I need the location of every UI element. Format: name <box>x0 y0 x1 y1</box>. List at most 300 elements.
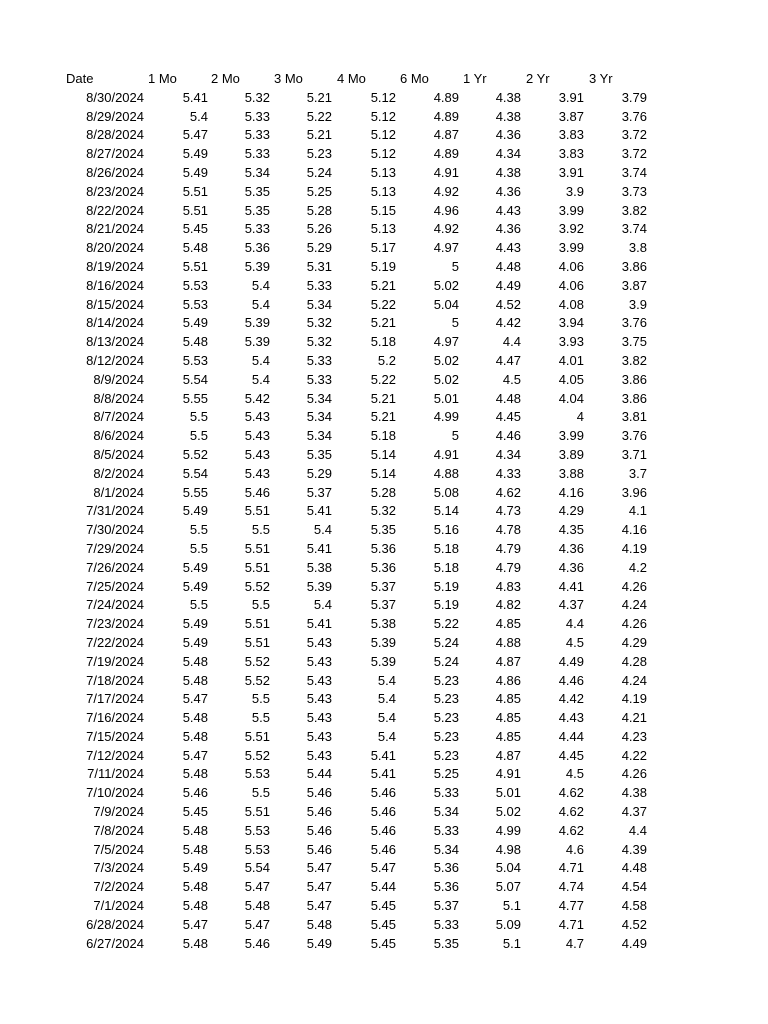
rate-cell-4mo[interactable]: 5.36 <box>370 559 396 575</box>
rate-cell-6mo[interactable]: 4.97 <box>433 334 459 350</box>
rate-cell-4mo[interactable]: 5.36 <box>370 540 396 556</box>
rate-cell-1mo[interactable]: 5.51 <box>182 202 208 218</box>
date-cell[interactable]: 8/7/2024 <box>93 409 144 425</box>
date-cell[interactable]: 8/28/2024 <box>86 127 144 143</box>
rate-cell-3yr[interactable]: 4.58 <box>621 898 647 914</box>
rate-cell-3yr[interactable]: 3.76 <box>621 315 647 331</box>
rate-cell-3mo[interactable]: 5.23 <box>306 146 332 162</box>
rate-cell-6mo[interactable]: 5.18 <box>433 540 459 556</box>
rate-cell-3yr[interactable]: 4.26 <box>621 578 647 594</box>
date-cell[interactable]: 8/22/2024 <box>86 202 144 218</box>
rate-cell-3mo[interactable]: 5.41 <box>306 616 332 632</box>
rate-cell-3mo[interactable]: 5.22 <box>306 108 332 124</box>
rate-cell-6mo[interactable]: 4.88 <box>433 465 459 481</box>
rate-cell-1mo[interactable]: 5.48 <box>182 672 208 688</box>
rate-cell-3yr[interactable]: 4.19 <box>621 691 647 707</box>
rate-cell-2yr[interactable]: 4.36 <box>558 559 584 575</box>
date-cell[interactable]: 8/21/2024 <box>86 221 144 237</box>
rate-cell-2yr[interactable]: 4.7 <box>565 935 584 951</box>
rate-cell-2yr[interactable]: 4.36 <box>558 540 584 556</box>
rate-cell-3yr[interactable]: 4.52 <box>621 916 647 932</box>
rate-cell-2mo[interactable]: 5.51 <box>244 804 270 820</box>
rate-cell-1yr[interactable]: 4.48 <box>495 258 521 274</box>
rate-cell-2yr[interactable]: 4.74 <box>558 879 584 895</box>
rate-cell-1yr[interactable]: 4.99 <box>495 822 521 838</box>
rate-cell-3mo[interactable]: 5.29 <box>306 240 332 256</box>
rate-cell-6mo[interactable]: 4.99 <box>433 409 459 425</box>
rate-cell-1yr[interactable]: 4.73 <box>495 503 521 519</box>
rate-cell-6mo[interactable]: 5.33 <box>433 822 459 838</box>
rate-cell-6mo[interactable]: 4.92 <box>433 221 459 237</box>
rate-cell-2mo[interactable]: 5.51 <box>244 728 270 744</box>
rate-cell-1mo[interactable]: 5.45 <box>182 221 208 237</box>
rate-cell-3mo[interactable]: 5.33 <box>306 277 332 293</box>
rate-cell-3yr[interactable]: 3.86 <box>621 371 647 387</box>
rate-cell-1yr[interactable]: 4.48 <box>495 390 521 406</box>
rate-cell-2mo[interactable]: 5.4 <box>251 352 270 368</box>
rate-cell-1mo[interactable]: 5.5 <box>189 540 208 556</box>
rate-cell-1mo[interactable]: 5.41 <box>182 89 208 105</box>
date-cell[interactable]: 7/18/2024 <box>86 672 144 688</box>
rate-cell-1mo[interactable]: 5.49 <box>182 860 208 876</box>
rate-cell-3mo[interactable]: 5.41 <box>306 503 332 519</box>
rate-cell-2mo[interactable]: 5.47 <box>244 916 270 932</box>
rate-cell-3yr[interactable]: 3.74 <box>621 221 647 237</box>
rate-cell-2yr[interactable]: 3.89 <box>558 446 584 462</box>
column-header-4mo[interactable]: 4 Mo <box>337 71 366 86</box>
date-cell[interactable]: 8/30/2024 <box>86 89 144 105</box>
rate-cell-2mo[interactable]: 5.52 <box>244 672 270 688</box>
date-cell[interactable]: 7/26/2024 <box>86 559 144 575</box>
rate-cell-4mo[interactable]: 5.14 <box>370 446 396 462</box>
rate-cell-4mo[interactable]: 5.45 <box>370 898 396 914</box>
column-header-3mo[interactable]: 3 Mo <box>274 71 303 86</box>
rate-cell-3mo[interactable]: 5.28 <box>306 202 332 218</box>
rate-cell-1yr[interactable]: 4.79 <box>495 540 521 556</box>
rate-cell-6mo[interactable]: 4.89 <box>433 146 459 162</box>
rate-cell-3mo[interactable]: 5.34 <box>306 390 332 406</box>
rate-cell-3yr[interactable]: 4.23 <box>621 728 647 744</box>
rate-cell-2yr[interactable]: 4.71 <box>558 916 584 932</box>
date-cell[interactable]: 8/2/2024 <box>93 465 144 481</box>
rate-cell-3mo[interactable]: 5.49 <box>306 935 332 951</box>
rate-cell-3mo[interactable]: 5.32 <box>306 315 332 331</box>
date-cell[interactable]: 7/9/2024 <box>93 804 144 820</box>
rate-cell-1mo[interactable]: 5.48 <box>182 653 208 669</box>
rate-cell-1mo[interactable]: 5.49 <box>182 559 208 575</box>
rate-cell-3yr[interactable]: 3.7 <box>628 465 647 481</box>
rate-cell-6mo[interactable]: 5.02 <box>433 277 459 293</box>
rate-cell-3yr[interactable]: 4.49 <box>621 935 647 951</box>
rate-cell-3mo[interactable]: 5.44 <box>306 766 332 782</box>
rate-cell-2yr[interactable]: 3.9 <box>565 183 584 199</box>
rate-cell-6mo[interactable]: 5.23 <box>433 672 459 688</box>
column-header-date[interactable]: Date <box>66 71 94 86</box>
rate-cell-2yr[interactable]: 4.44 <box>558 728 584 744</box>
rate-cell-3mo[interactable]: 5.34 <box>306 409 332 425</box>
rate-cell-2yr[interactable]: 4.5 <box>565 634 584 650</box>
rate-cell-6mo[interactable]: 5.33 <box>433 916 459 932</box>
rate-cell-2mo[interactable]: 5.39 <box>244 334 270 350</box>
rate-cell-2yr[interactable]: 3.83 <box>558 127 584 143</box>
rate-cell-3yr[interactable]: 4.19 <box>621 540 647 556</box>
rate-cell-3yr[interactable]: 4.39 <box>621 841 647 857</box>
rate-cell-1mo[interactable]: 5.51 <box>182 258 208 274</box>
rate-cell-1yr[interactable]: 5.02 <box>495 804 521 820</box>
rate-cell-2mo[interactable]: 5.47 <box>244 879 270 895</box>
rate-cell-1yr[interactable]: 4.46 <box>495 428 521 444</box>
date-cell[interactable]: 7/3/2024 <box>93 860 144 876</box>
rate-cell-1mo[interactable]: 5.48 <box>182 728 208 744</box>
rate-cell-6mo[interactable]: 5.14 <box>433 503 459 519</box>
rate-cell-2yr[interactable]: 3.91 <box>558 89 584 105</box>
rate-cell-3mo[interactable]: 5.43 <box>306 747 332 763</box>
rate-cell-3mo[interactable]: 5.46 <box>306 785 332 801</box>
date-cell[interactable]: 8/6/2024 <box>93 428 144 444</box>
rate-cell-3yr[interactable]: 4.54 <box>621 879 647 895</box>
rate-cell-2mo[interactable]: 5.51 <box>244 503 270 519</box>
date-cell[interactable]: 8/9/2024 <box>93 371 144 387</box>
rate-cell-1yr[interactable]: 5.01 <box>495 785 521 801</box>
rate-cell-4mo[interactable]: 5.17 <box>370 240 396 256</box>
rate-cell-2yr[interactable]: 4.49 <box>558 653 584 669</box>
rate-cell-3yr[interactable]: 4.28 <box>621 653 647 669</box>
rate-cell-3mo[interactable]: 5.43 <box>306 691 332 707</box>
rate-cell-3yr[interactable]: 3.73 <box>621 183 647 199</box>
rate-cell-2mo[interactable]: 5.52 <box>244 653 270 669</box>
rate-cell-1mo[interactable]: 5.53 <box>182 277 208 293</box>
rate-cell-2yr[interactable]: 3.83 <box>558 146 584 162</box>
rate-cell-1yr[interactable]: 4.86 <box>495 672 521 688</box>
rate-cell-1mo[interactable]: 5.47 <box>182 691 208 707</box>
rate-cell-1mo[interactable]: 5.49 <box>182 503 208 519</box>
rate-cell-4mo[interactable]: 5.38 <box>370 616 396 632</box>
rate-cell-2yr[interactable]: 4.43 <box>558 710 584 726</box>
rate-cell-2mo[interactable]: 5.53 <box>244 766 270 782</box>
rate-cell-3yr[interactable]: 3.82 <box>621 202 647 218</box>
rate-cell-2yr[interactable]: 3.99 <box>558 428 584 444</box>
date-cell[interactable]: 7/1/2024 <box>93 898 144 914</box>
rate-cell-2yr[interactable]: 4.4 <box>565 616 584 632</box>
column-header-1mo[interactable]: 1 Mo <box>148 71 177 86</box>
date-cell[interactable]: 8/14/2024 <box>86 315 144 331</box>
rate-cell-1mo[interactable]: 5.5 <box>189 428 208 444</box>
rate-cell-6mo[interactable]: 5.19 <box>433 597 459 613</box>
rate-cell-3mo[interactable]: 5.31 <box>306 258 332 274</box>
rate-cell-4mo[interactable]: 5.21 <box>370 390 396 406</box>
date-cell[interactable]: 8/27/2024 <box>86 146 144 162</box>
rate-cell-2yr[interactable]: 4.37 <box>558 597 584 613</box>
rate-cell-2mo[interactable]: 5.52 <box>244 578 270 594</box>
date-cell[interactable]: 8/8/2024 <box>93 390 144 406</box>
rate-cell-1mo[interactable]: 5.5 <box>189 597 208 613</box>
rate-cell-1yr[interactable]: 4.82 <box>495 597 521 613</box>
rate-cell-1yr[interactable]: 4.85 <box>495 616 521 632</box>
rate-cell-2mo[interactable]: 5.5 <box>251 691 270 707</box>
rate-cell-1mo[interactable]: 5.49 <box>182 634 208 650</box>
rate-cell-3yr[interactable]: 4.16 <box>621 522 647 538</box>
rate-cell-2yr[interactable]: 4.42 <box>558 691 584 707</box>
rate-cell-4mo[interactable]: 5.32 <box>370 503 396 519</box>
rate-cell-1mo[interactable]: 5.55 <box>182 484 208 500</box>
date-cell[interactable]: 8/16/2024 <box>86 277 144 293</box>
column-header-3yr[interactable]: 3 Yr <box>589 71 613 86</box>
rate-cell-4mo[interactable]: 5.44 <box>370 879 396 895</box>
rate-cell-3mo[interactable]: 5.4 <box>313 522 332 538</box>
rate-cell-3yr[interactable]: 3.79 <box>621 89 647 105</box>
column-header-6mo[interactable]: 6 Mo <box>400 71 429 86</box>
rate-cell-2mo[interactable]: 5.43 <box>244 409 270 425</box>
rate-cell-3yr[interactable]: 3.82 <box>621 352 647 368</box>
rate-cell-4mo[interactable]: 5.41 <box>370 747 396 763</box>
rate-cell-1mo[interactable]: 5.45 <box>182 804 208 820</box>
rate-cell-1mo[interactable]: 5.5 <box>189 409 208 425</box>
rate-cell-2mo[interactable]: 5.51 <box>244 559 270 575</box>
rate-cell-1yr[interactable]: 5.1 <box>502 898 521 914</box>
rate-cell-6mo[interactable]: 5.34 <box>433 841 459 857</box>
rate-cell-1mo[interactable]: 5.48 <box>182 822 208 838</box>
rate-cell-6mo[interactable]: 5.22 <box>433 616 459 632</box>
rate-cell-6mo[interactable]: 4.89 <box>433 108 459 124</box>
rate-cell-2yr[interactable]: 4.05 <box>558 371 584 387</box>
rate-cell-4mo[interactable]: 5.12 <box>370 127 396 143</box>
rate-cell-1yr[interactable]: 5.09 <box>495 916 521 932</box>
date-cell[interactable]: 7/5/2024 <box>93 841 144 857</box>
column-header-2mo[interactable]: 2 Mo <box>211 71 240 86</box>
rate-cell-2mo[interactable]: 5.53 <box>244 822 270 838</box>
rate-cell-6mo[interactable]: 5.19 <box>433 578 459 594</box>
date-cell[interactable]: 7/25/2024 <box>86 578 144 594</box>
rate-cell-3mo[interactable]: 5.4 <box>313 597 332 613</box>
rate-cell-1yr[interactable]: 4.4 <box>502 334 521 350</box>
rate-cell-3mo[interactable]: 5.34 <box>306 428 332 444</box>
rate-cell-2yr[interactable]: 4.41 <box>558 578 584 594</box>
date-cell[interactable]: 7/19/2024 <box>86 653 144 669</box>
rate-cell-3yr[interactable]: 4.38 <box>621 785 647 801</box>
rate-cell-2yr[interactable]: 4.71 <box>558 860 584 876</box>
rate-cell-4mo[interactable]: 5.39 <box>370 653 396 669</box>
rate-cell-6mo[interactable]: 5.35 <box>433 935 459 951</box>
date-cell[interactable]: 8/13/2024 <box>86 334 144 350</box>
rate-cell-1yr[interactable]: 4.38 <box>495 108 521 124</box>
rate-cell-2mo[interactable]: 5.43 <box>244 446 270 462</box>
rate-cell-6mo[interactable]: 5.36 <box>433 860 459 876</box>
rate-cell-2mo[interactable]: 5.35 <box>244 202 270 218</box>
date-cell[interactable]: 7/23/2024 <box>86 616 144 632</box>
rate-cell-6mo[interactable]: 5.02 <box>433 352 459 368</box>
rate-cell-1yr[interactable]: 4.38 <box>495 164 521 180</box>
rate-cell-1yr[interactable]: 5.1 <box>502 935 521 951</box>
rate-cell-4mo[interactable]: 5.18 <box>370 334 396 350</box>
rate-cell-6mo[interactable]: 5 <box>451 258 459 274</box>
rate-cell-1mo[interactable]: 5.49 <box>182 578 208 594</box>
rate-cell-3yr[interactable]: 4.1 <box>628 503 647 519</box>
date-cell[interactable]: 7/29/2024 <box>86 540 144 556</box>
rate-cell-3mo[interactable]: 5.46 <box>306 841 332 857</box>
rate-cell-4mo[interactable]: 5.46 <box>370 822 396 838</box>
rate-cell-3yr[interactable]: 4.48 <box>621 860 647 876</box>
rate-cell-2mo[interactable]: 5.46 <box>244 484 270 500</box>
rate-cell-4mo[interactable]: 5.13 <box>370 221 396 237</box>
rate-cell-4mo[interactable]: 5.12 <box>370 89 396 105</box>
rate-cell-3yr[interactable]: 3.74 <box>621 164 647 180</box>
rate-cell-4mo[interactable]: 5.22 <box>370 296 396 312</box>
rate-cell-3mo[interactable]: 5.25 <box>306 183 332 199</box>
rate-cell-3mo[interactable]: 5.21 <box>306 89 332 105</box>
rate-cell-4mo[interactable]: 5.37 <box>370 597 396 613</box>
rate-cell-1yr[interactable]: 4.47 <box>495 352 521 368</box>
rate-cell-3yr[interactable]: 3.71 <box>621 446 647 462</box>
rate-cell-1mo[interactable]: 5.5 <box>189 522 208 538</box>
rate-cell-1yr[interactable]: 4.87 <box>495 653 521 669</box>
rate-cell-2yr[interactable]: 4.5 <box>565 766 584 782</box>
rate-cell-1yr[interactable]: 5.07 <box>495 879 521 895</box>
rate-cell-2mo[interactable]: 5.5 <box>251 785 270 801</box>
date-cell[interactable]: 7/10/2024 <box>86 785 144 801</box>
rate-cell-1yr[interactable]: 4.91 <box>495 766 521 782</box>
date-cell[interactable]: 8/26/2024 <box>86 164 144 180</box>
rate-cell-1yr[interactable]: 4.36 <box>495 221 521 237</box>
rate-cell-3yr[interactable]: 3.87 <box>621 277 647 293</box>
rate-cell-6mo[interactable]: 5.37 <box>433 898 459 914</box>
rate-cell-3mo[interactable]: 5.43 <box>306 728 332 744</box>
rate-cell-3mo[interactable]: 5.43 <box>306 653 332 669</box>
rate-cell-2mo[interactable]: 5.4 <box>251 277 270 293</box>
rate-cell-3mo[interactable]: 5.46 <box>306 822 332 838</box>
rate-cell-2mo[interactable]: 5.39 <box>244 315 270 331</box>
date-cell[interactable]: 8/15/2024 <box>86 296 144 312</box>
rate-cell-6mo[interactable]: 5.33 <box>433 785 459 801</box>
rate-cell-4mo[interactable]: 5.45 <box>370 916 396 932</box>
rate-cell-3mo[interactable]: 5.21 <box>306 127 332 143</box>
rate-cell-2mo[interactable]: 5.51 <box>244 540 270 556</box>
date-cell[interactable]: 6/28/2024 <box>86 916 144 932</box>
rate-cell-6mo[interactable]: 5.08 <box>433 484 459 500</box>
rate-cell-2mo[interactable]: 5.34 <box>244 164 270 180</box>
rate-cell-3mo[interactable]: 5.47 <box>306 898 332 914</box>
rate-cell-2yr[interactable]: 4.62 <box>558 804 584 820</box>
rate-cell-2mo[interactable]: 5.52 <box>244 747 270 763</box>
rate-cell-6mo[interactable]: 5.24 <box>433 634 459 650</box>
rate-cell-1mo[interactable]: 5.51 <box>182 183 208 199</box>
rate-cell-2mo[interactable]: 5.42 <box>244 390 270 406</box>
rate-cell-2yr[interactable]: 4.16 <box>558 484 584 500</box>
rate-cell-1yr[interactable]: 4.49 <box>495 277 521 293</box>
rate-cell-4mo[interactable]: 5.21 <box>370 409 396 425</box>
rate-cell-3mo[interactable]: 5.34 <box>306 296 332 312</box>
rate-cell-6mo[interactable]: 5.04 <box>433 296 459 312</box>
rate-cell-4mo[interactable]: 5.4 <box>377 728 396 744</box>
rate-cell-2yr[interactable]: 4.77 <box>558 898 584 914</box>
rate-cell-2mo[interactable]: 5.35 <box>244 183 270 199</box>
rate-cell-3yr[interactable]: 4.2 <box>628 559 647 575</box>
rate-cell-3mo[interactable]: 5.41 <box>306 540 332 556</box>
rate-cell-4mo[interactable]: 5.4 <box>377 710 396 726</box>
rate-cell-2yr[interactable]: 3.88 <box>558 465 584 481</box>
rate-cell-1yr[interactable]: 4.52 <box>495 296 521 312</box>
rate-cell-4mo[interactable]: 5.21 <box>370 315 396 331</box>
rate-cell-2yr[interactable]: 4.46 <box>558 672 584 688</box>
rate-cell-3yr[interactable]: 3.96 <box>621 484 647 500</box>
rate-cell-3mo[interactable]: 5.37 <box>306 484 332 500</box>
rate-cell-1mo[interactable]: 5.48 <box>182 710 208 726</box>
rate-cell-6mo[interactable]: 5.34 <box>433 804 459 820</box>
rate-cell-6mo[interactable]: 4.91 <box>433 446 459 462</box>
column-header-1yr[interactable]: 1 Yr <box>463 71 487 86</box>
rate-cell-1yr[interactable]: 4.85 <box>495 728 521 744</box>
rate-cell-6mo[interactable]: 4.97 <box>433 240 459 256</box>
rate-cell-3yr[interactable]: 3.8 <box>628 240 647 256</box>
rate-cell-2yr[interactable]: 4.01 <box>558 352 584 368</box>
rate-cell-2mo[interactable]: 5.4 <box>251 296 270 312</box>
rate-cell-1mo[interactable]: 5.48 <box>182 935 208 951</box>
rate-cell-2yr[interactable]: 3.92 <box>558 221 584 237</box>
rate-cell-2mo[interactable]: 5.43 <box>244 465 270 481</box>
rate-cell-3yr[interactable]: 3.86 <box>621 390 647 406</box>
rate-cell-6mo[interactable]: 5.18 <box>433 559 459 575</box>
rate-cell-2yr[interactable]: 4.45 <box>558 747 584 763</box>
rate-cell-2mo[interactable]: 5.33 <box>244 221 270 237</box>
rate-cell-1mo[interactable]: 5.52 <box>182 446 208 462</box>
rate-cell-3yr[interactable]: 3.72 <box>621 146 647 162</box>
rate-cell-1mo[interactable]: 5.47 <box>182 747 208 763</box>
rate-cell-6mo[interactable]: 5.24 <box>433 653 459 669</box>
date-cell[interactable]: 7/31/2024 <box>86 503 144 519</box>
rate-cell-1yr[interactable]: 4.79 <box>495 559 521 575</box>
rate-cell-3mo[interactable]: 5.38 <box>306 559 332 575</box>
rate-cell-3mo[interactable]: 5.43 <box>306 634 332 650</box>
rate-cell-2yr[interactable]: 3.93 <box>558 334 584 350</box>
rate-cell-1mo[interactable]: 5.49 <box>182 164 208 180</box>
rate-cell-6mo[interactable]: 5.23 <box>433 691 459 707</box>
rate-cell-6mo[interactable]: 4.89 <box>433 89 459 105</box>
rate-cell-4mo[interactable]: 5.13 <box>370 183 396 199</box>
rate-cell-3yr[interactable]: 3.72 <box>621 127 647 143</box>
rate-cell-1mo[interactable]: 5.4 <box>189 108 208 124</box>
rate-cell-2mo[interactable]: 5.36 <box>244 240 270 256</box>
rate-cell-6mo[interactable]: 4.91 <box>433 164 459 180</box>
rate-cell-2mo[interactable]: 5.39 <box>244 258 270 274</box>
rate-cell-2yr[interactable]: 4.06 <box>558 277 584 293</box>
date-cell[interactable]: 7/12/2024 <box>86 747 144 763</box>
rate-cell-1yr[interactable]: 4.38 <box>495 89 521 105</box>
rate-cell-3mo[interactable]: 5.35 <box>306 446 332 462</box>
rate-cell-3yr[interactable]: 3.81 <box>621 409 647 425</box>
rate-cell-1yr[interactable]: 4.36 <box>495 127 521 143</box>
rate-cell-3mo[interactable]: 5.47 <box>306 860 332 876</box>
rate-cell-1yr[interactable]: 4.85 <box>495 710 521 726</box>
rate-cell-4mo[interactable]: 5.39 <box>370 634 396 650</box>
rate-cell-2yr[interactable]: 3.99 <box>558 202 584 218</box>
rate-cell-2yr[interactable]: 4.35 <box>558 522 584 538</box>
rate-cell-2yr[interactable]: 3.94 <box>558 315 584 331</box>
rate-cell-2yr[interactable]: 4 <box>576 409 584 425</box>
rate-cell-1yr[interactable]: 4.45 <box>495 409 521 425</box>
rate-cell-2yr[interactable]: 4.62 <box>558 785 584 801</box>
rate-cell-6mo[interactable]: 5.25 <box>433 766 459 782</box>
rate-cell-3mo[interactable]: 5.48 <box>306 916 332 932</box>
rate-cell-1mo[interactable]: 5.54 <box>182 465 208 481</box>
rate-cell-6mo[interactable]: 5.23 <box>433 728 459 744</box>
rate-cell-2mo[interactable]: 5.5 <box>251 522 270 538</box>
rate-cell-2mo[interactable]: 5.4 <box>251 371 270 387</box>
rate-cell-1yr[interactable]: 4.78 <box>495 522 521 538</box>
rate-cell-3mo[interactable]: 5.43 <box>306 672 332 688</box>
rate-cell-1yr[interactable]: 4.87 <box>495 747 521 763</box>
rate-cell-2yr[interactable]: 3.87 <box>558 108 584 124</box>
rate-cell-3mo[interactable]: 5.26 <box>306 221 332 237</box>
rate-cell-3yr[interactable]: 4.4 <box>628 822 647 838</box>
